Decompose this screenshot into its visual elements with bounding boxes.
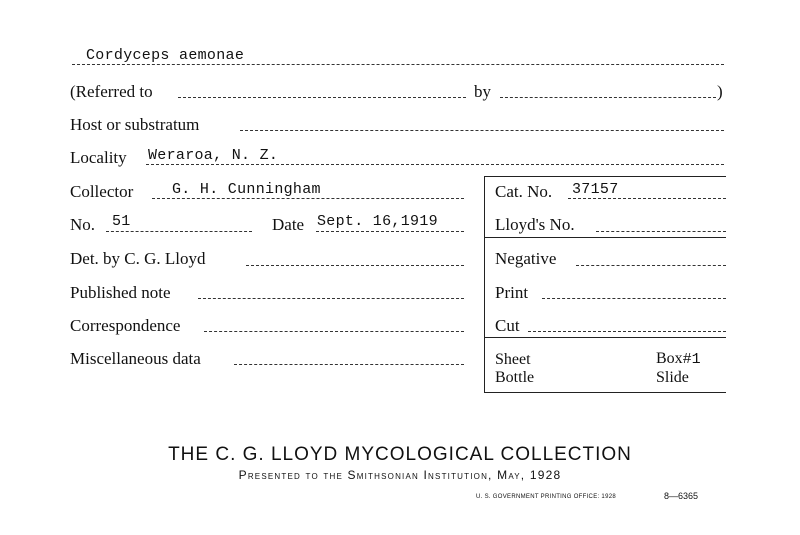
no-label: No. <box>70 215 96 234</box>
referred-to-line <box>178 97 466 98</box>
by-label: by <box>474 82 491 101</box>
by-line <box>500 97 716 98</box>
box-left-border <box>484 176 485 392</box>
host-line <box>240 130 724 131</box>
cat-no-value: 37157 <box>572 181 619 198</box>
correspondence-label: Correspondence <box>70 316 181 335</box>
bottle-label: Bottle <box>495 369 535 386</box>
date-value: Sept. 16,1919 <box>317 213 438 230</box>
box-top-border <box>484 176 726 177</box>
negative-label: Negative <box>495 249 557 268</box>
collector-line <box>152 198 464 199</box>
collection-subtitle: Presented to the Smithsonian Institution, May, 1928 <box>238 468 562 482</box>
no-value: 51 <box>112 213 131 230</box>
cut-label: Cut <box>495 316 520 335</box>
sheet-label: Sheet <box>495 351 531 368</box>
collector-value: G. H. Cunningham <box>172 181 321 198</box>
locality-line <box>146 164 724 165</box>
print-label: Print <box>495 283 529 302</box>
negative-line <box>576 265 726 266</box>
box-label-text: Box <box>656 350 683 367</box>
published-note-label: Published note <box>70 283 171 302</box>
date-line <box>316 231 464 232</box>
misc-data-line <box>234 364 464 365</box>
published-note-line <box>198 298 464 299</box>
host-label: Host or substratum <box>70 115 200 134</box>
det-by-label: Det. by C. G. Lloyd <box>70 249 206 268</box>
form-number: 8—6365 <box>664 491 699 501</box>
locality-label: Locality <box>70 148 127 167</box>
cat-no-line <box>568 198 726 199</box>
printing-office-note: U. S. GOVERNMENT PRINTING OFFICE: 1928 <box>476 494 616 500</box>
date-label: Date <box>272 215 305 234</box>
lloyds-no-label: Lloyd's No. <box>495 215 575 234</box>
det-by-line <box>246 265 464 266</box>
no-line <box>106 231 252 232</box>
box-label <box>656 349 701 370</box>
by-close: ) <box>717 82 723 101</box>
cat-no-label: Cat. No. <box>495 182 553 201</box>
box-bottom-border <box>484 392 726 393</box>
lloyds-no-line <box>596 231 726 232</box>
cut-rule <box>484 337 726 338</box>
cut-line <box>528 331 726 332</box>
slide-label: Slide <box>656 369 689 386</box>
collector-label: Collector <box>70 182 134 201</box>
species-line <box>72 64 724 65</box>
species-value: Cordyceps aemonae <box>86 47 245 64</box>
collection-title: THE C. G. LLOYD MYCOLOGICAL COLLECTION <box>168 444 632 465</box>
lloyds-no-rule <box>484 237 726 238</box>
print-line <box>542 298 726 299</box>
correspondence-line <box>204 331 464 332</box>
misc-data-label: Miscellaneous data <box>70 349 201 368</box>
locality-value: Weraroa, N. Z. <box>148 147 279 164</box>
referred-to-label: (Referred to <box>70 82 153 101</box>
box-value: #1 <box>682 351 701 368</box>
